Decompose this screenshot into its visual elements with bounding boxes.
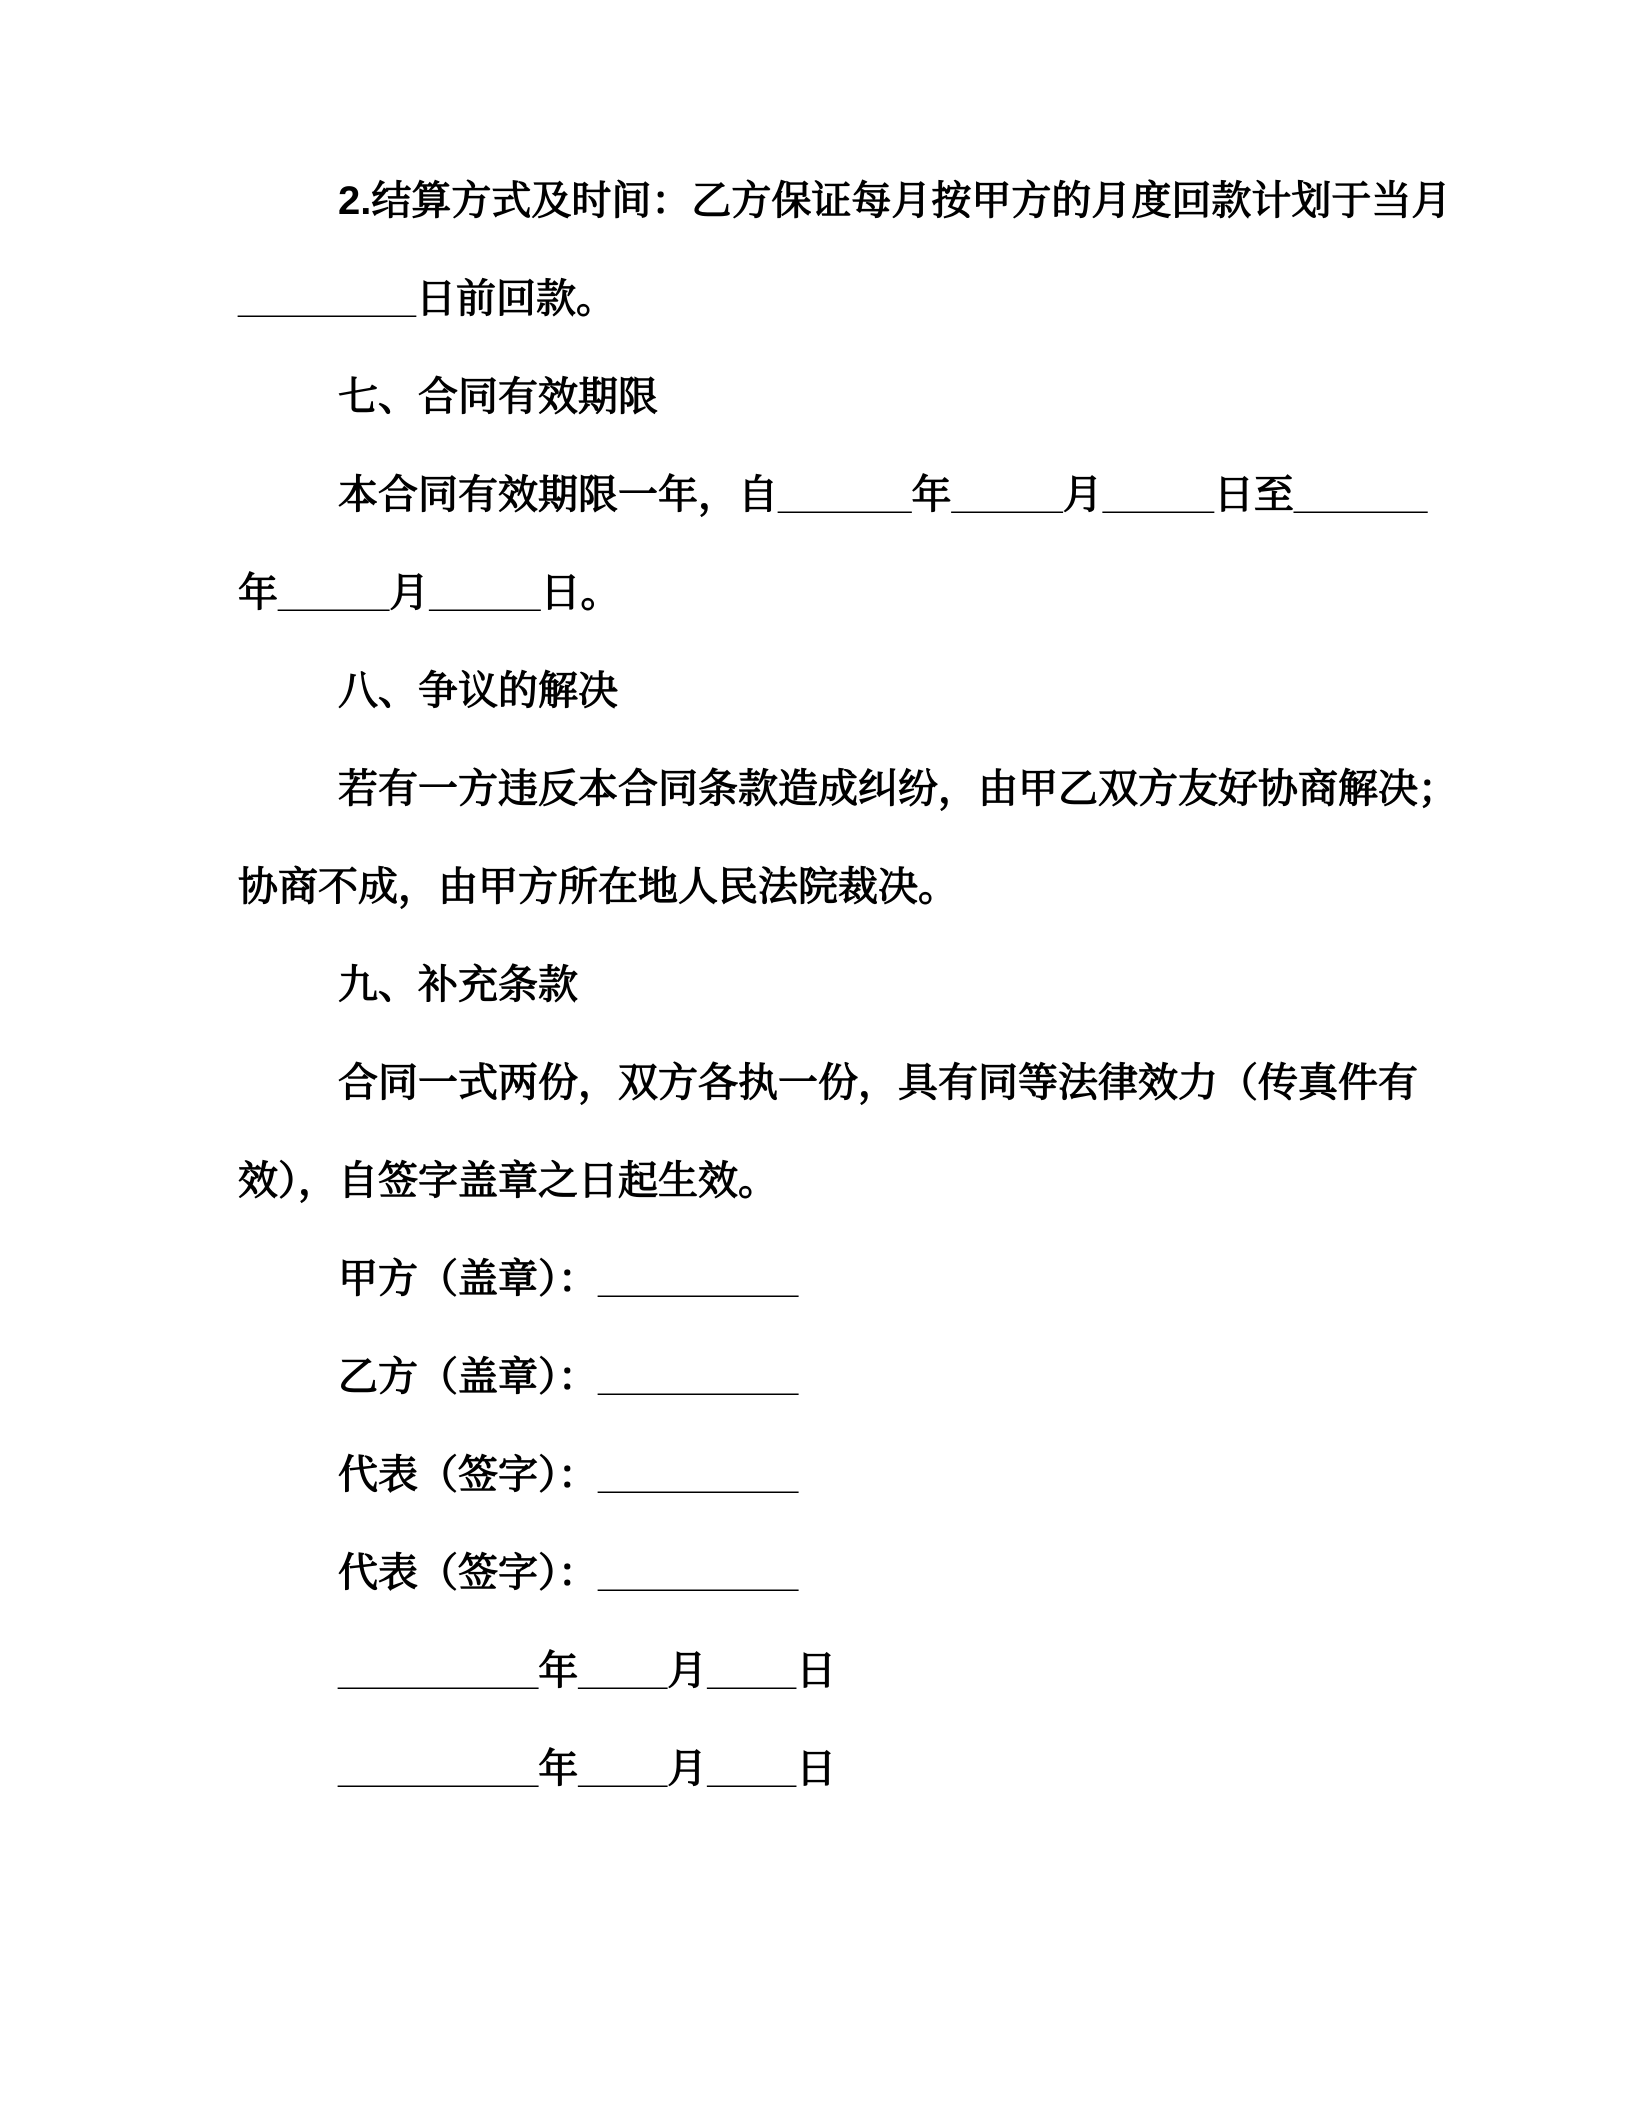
document-body	[238, 152, 1512, 1818]
validity-period-clause-line-2: 年_____月_____日。	[238, 571, 621, 615]
representative-signature-line-2: 代表（签字）：_________	[338, 1551, 799, 1595]
dispute-resolution-clause-line-1: 若有一方违反本合同条款造成纠纷，由甲乙双方友好协商解决；	[338, 767, 1458, 811]
date-blank-line-1: _________年____月____日	[338, 1649, 837, 1693]
section-8-dispute-resolution-heading: 八、争议的解决	[338, 669, 618, 713]
date-blank-line-2: _________年____月____日	[338, 1747, 837, 1791]
dispute-resolution-clause-line-2: 协商不成，由甲方所在地人民法院裁决。	[238, 865, 958, 909]
section-9-supplementary-terms-heading: 九、补充条款	[338, 963, 578, 1007]
party-a-seal-signature-line: 甲方（盖章）：_________	[338, 1257, 799, 1301]
party-b-seal-signature-line: 乙方（盖章）：_________	[338, 1355, 799, 1399]
representative-signature-line-1: 代表（签字）：_________	[338, 1453, 799, 1497]
section-7-validity-period-heading: 七、合同有效期限	[338, 375, 658, 419]
validity-period-clause-line-1: 本合同有效期限一年，自______年_____月_____日至______	[338, 473, 1428, 517]
payment-settlement-clause-line-1: 2.结算方式及时间：乙方保证每月按甲方的月度回款计划于当月	[338, 179, 1452, 223]
payment-settlement-clause-line-2: ________日前回款。	[238, 277, 616, 321]
supplementary-terms-clause-line-2: 效），自签字盖章之日起生效。	[238, 1159, 778, 1203]
supplementary-terms-clause-line-1: 合同一式两份，双方各执一份，具有同等法律效力（传真件有	[338, 1061, 1418, 1105]
